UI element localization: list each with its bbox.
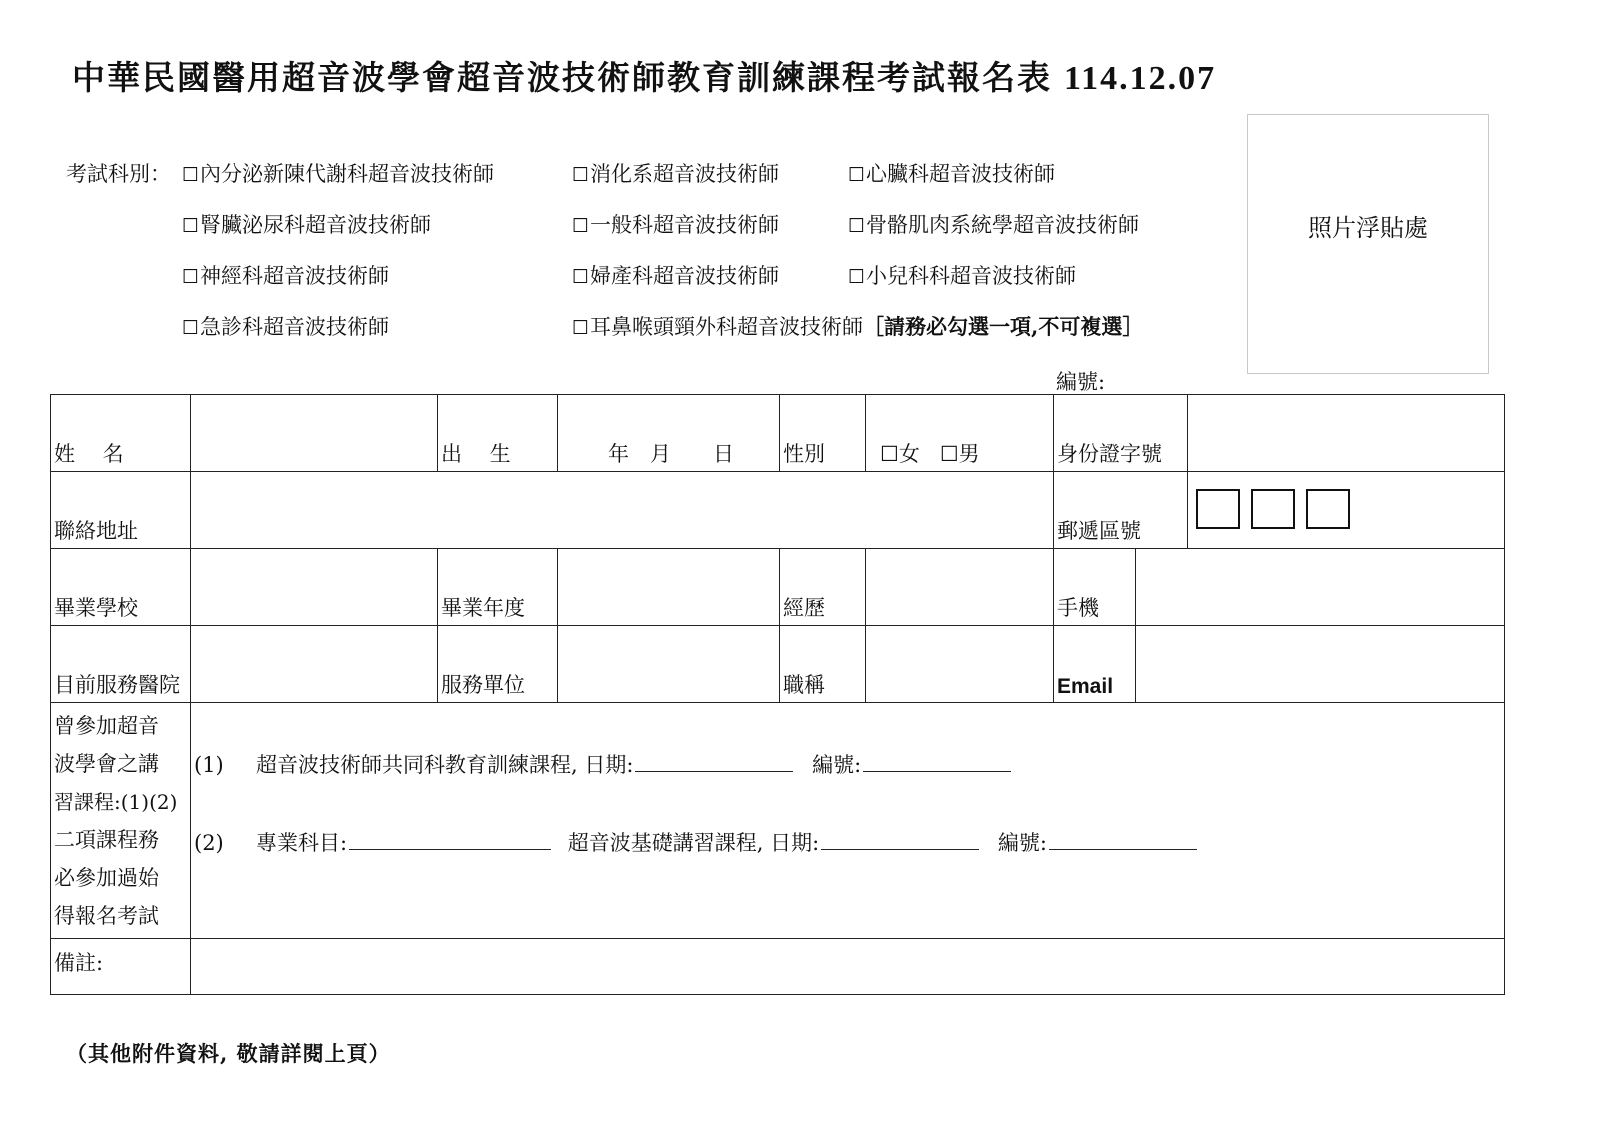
- table-row: [51, 626, 1505, 703]
- birth-date-hint: 年 月 日: [608, 442, 734, 466]
- course-2-subject-label: 專業科目:: [256, 831, 348, 855]
- checkbox-icon[interactable]: ☐: [848, 266, 866, 288]
- remarks-label: 備註:: [51, 939, 191, 995]
- subject-option[interactable]: ☐骨骼肌肉系統學超音波技術師: [848, 213, 1140, 237]
- gender-label: 性別: [780, 395, 866, 472]
- course-1-prefix: (1): [194, 753, 224, 777]
- course-1-no-input[interactable]: [863, 753, 1011, 772]
- title-text: 中華民國醫用超音波學會超音波技術師教育訓練課程考試報名表: [72, 58, 1052, 97]
- email-label: Email: [1054, 626, 1136, 703]
- subject-option[interactable]: ☐消化系超音波技術師: [572, 162, 780, 186]
- course-2-subject-input[interactable]: [349, 831, 551, 850]
- id-number-field[interactable]: [1188, 395, 1505, 472]
- hospital-field[interactable]: [191, 626, 438, 703]
- checkbox-icon[interactable]: ☐: [848, 164, 866, 186]
- course-2-line: [194, 827, 1501, 857]
- course-2-date-input[interactable]: [821, 831, 979, 850]
- exam-subject-label: 考試科別：: [66, 162, 171, 186]
- name-field[interactable]: [191, 395, 438, 472]
- grad-year-label: 畢業年度: [438, 549, 558, 626]
- serial-number-label: 編號:: [1056, 370, 1106, 394]
- school-field[interactable]: [191, 549, 438, 626]
- grad-year-field[interactable]: [558, 549, 780, 626]
- course-1-date-input[interactable]: [635, 753, 793, 772]
- courses-label: 曾參加超音 波學會之講 習課程:(1)(2) 二項課程務 必參加過始 得報名考試: [51, 703, 191, 939]
- mobile-field[interactable]: [1136, 549, 1505, 626]
- checkbox-icon[interactable]: ☐: [572, 164, 590, 186]
- experience-label: 經歷: [780, 549, 866, 626]
- form-title: [72, 52, 1216, 99]
- experience-field[interactable]: [866, 549, 1054, 626]
- subject-option[interactable]: ☐小兒科科超音波技術師: [848, 264, 1077, 288]
- postal-code-field[interactable]: [1188, 472, 1505, 549]
- table-row: [51, 703, 1505, 939]
- course-2-prefix: (2): [194, 831, 224, 855]
- table-row: [51, 549, 1505, 626]
- checkbox-icon[interactable]: ☐: [182, 215, 200, 237]
- job-title-label: 職稱: [780, 626, 866, 703]
- email-field[interactable]: [1136, 626, 1505, 703]
- subject-option[interactable]: ☐心臟科超音波技術師: [848, 162, 1056, 186]
- job-title-field[interactable]: [866, 626, 1054, 703]
- select-one-note: ［請務必勾選一項,不可複選］: [863, 314, 1144, 339]
- birth-label: 出 生: [438, 395, 558, 472]
- subject-option[interactable]: ☐神經科超音波技術師: [182, 264, 390, 288]
- id-number-label: 身份證字號: [1054, 395, 1188, 472]
- subject-option[interactable]: ☐婦產科超音波技術師: [572, 264, 780, 288]
- form-date: 114.12.07: [1064, 60, 1217, 97]
- registration-table: [50, 394, 1505, 995]
- school-label: 畢業學校: [51, 549, 191, 626]
- table-row: [51, 395, 1505, 472]
- postal-code-label: 郵遞區號: [1054, 472, 1188, 549]
- subject-option[interactable]: ☐急診科超音波技術師: [182, 315, 390, 339]
- table-row: [51, 939, 1505, 995]
- checkbox-icon[interactable]: ☐: [182, 317, 200, 339]
- name-label: 姓 名: [51, 395, 191, 472]
- photo-box: [1247, 114, 1489, 374]
- gender-female-option[interactable]: ☐女: [880, 442, 920, 466]
- course-1-line: [194, 749, 1501, 827]
- course-1-text: 超音波技術師共同科教育訓練課程, 日期:: [256, 753, 634, 777]
- subject-option[interactable]: ☐腎臟泌尿科超音波技術師: [182, 213, 432, 237]
- course-2-no-input[interactable]: [1049, 831, 1197, 850]
- course-1-no-label: 編號:: [812, 753, 862, 777]
- checkbox-icon[interactable]: ☐: [572, 215, 590, 237]
- mobile-label: 手機: [1054, 549, 1136, 626]
- photo-label: 照片浮貼處: [1308, 214, 1428, 242]
- unit-label: 服務單位: [438, 626, 558, 703]
- subject-option[interactable]: ☐一般科超音波技術師: [572, 213, 780, 237]
- table-row: [51, 472, 1505, 549]
- postal-code-box[interactable]: [1196, 489, 1240, 529]
- birth-date-field[interactable]: [558, 395, 780, 472]
- postal-code-box[interactable]: [1306, 489, 1350, 529]
- gender-male-option[interactable]: ☐男: [939, 442, 980, 466]
- hospital-label: 目前服務醫院: [51, 626, 191, 703]
- checkbox-icon[interactable]: ☐: [572, 266, 590, 288]
- checkbox-icon[interactable]: ☐: [182, 164, 200, 186]
- address-label: 聯絡地址: [51, 472, 191, 549]
- footer-note: （其他附件資料, 敬請詳閱上頁）: [66, 1041, 391, 1066]
- checkbox-icon[interactable]: ☐: [572, 317, 590, 339]
- remarks-field[interactable]: [191, 939, 1505, 995]
- subject-option[interactable]: ☐耳鼻喉頭頸外科超音波技術師［請務必勾選一項,不可複選］: [572, 314, 1144, 339]
- courses-field: [191, 703, 1505, 939]
- address-field[interactable]: [191, 472, 1054, 549]
- subject-option[interactable]: ☐內分泌新陳代謝科超音波技術師: [182, 162, 495, 186]
- unit-field[interactable]: [558, 626, 780, 703]
- course-2-text: 超音波基礎講習課程, 日期:: [567, 831, 820, 855]
- postal-code-box[interactable]: [1251, 489, 1295, 529]
- gender-field[interactable]: [866, 395, 1054, 472]
- checkbox-icon[interactable]: ☐: [848, 215, 866, 237]
- course-2-no-label: 編號:: [997, 831, 1047, 855]
- checkbox-icon[interactable]: ☐: [182, 266, 200, 288]
